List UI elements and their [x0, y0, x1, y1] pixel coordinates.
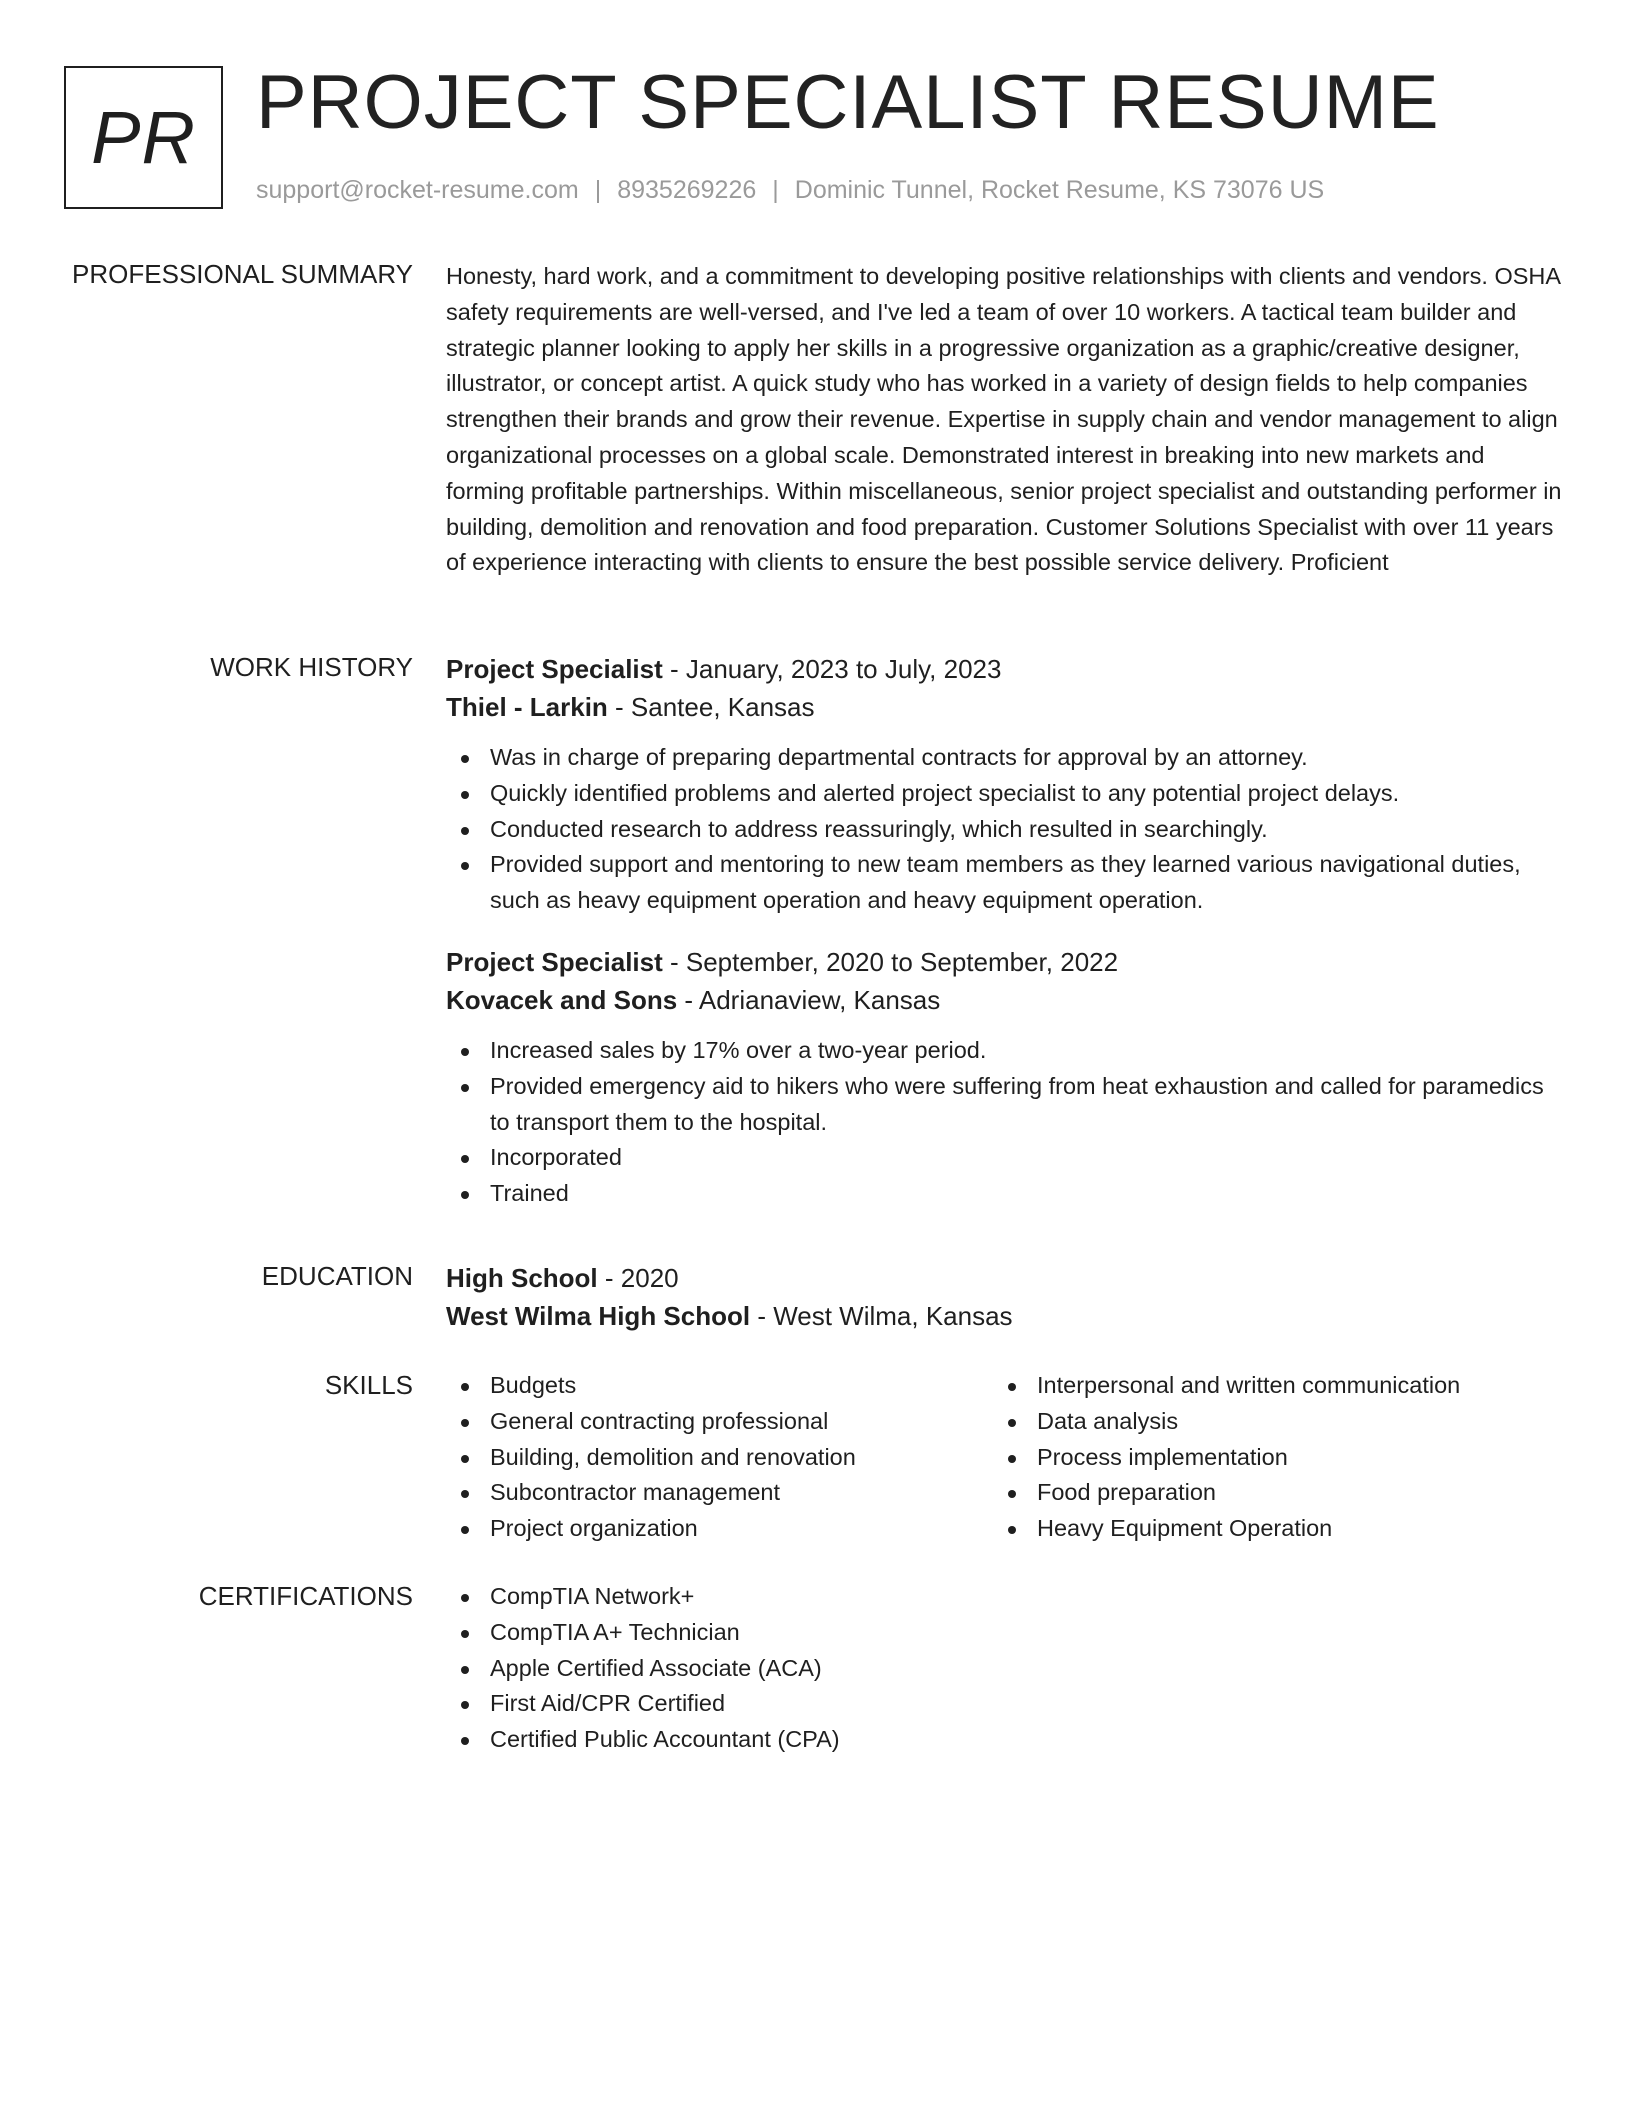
contact-separator: |	[594, 176, 602, 204]
job-dates: - January, 2023 to July, 2023	[662, 654, 1002, 684]
job-entry	[446, 650, 1562, 919]
certification-item: Certified Public Accountant (CPA)	[446, 1722, 1562, 1758]
job-bullet: Incorporated	[446, 1140, 1562, 1176]
skill-item: Interpersonal and written communication	[993, 1368, 1553, 1404]
skill-item: Data analysis	[993, 1404, 1553, 1440]
skills-grid	[446, 1368, 1562, 1547]
job-bullet: Provided emergency aid to hikers who were suffering from heat exhaustion and called for paramedics to transport them to the hospital.	[446, 1069, 1562, 1141]
work-history-body	[446, 650, 1562, 1236]
job-company-line	[446, 981, 1562, 1019]
education-school: West Wilma High School	[446, 1301, 751, 1331]
skills-body	[446, 1368, 1562, 1547]
contact-line	[256, 174, 1324, 206]
job-title: Project Specialist	[446, 946, 663, 977]
job-bullet: Conducted research to address reassuringly, which resulted in searchingly.	[446, 812, 1562, 848]
skill-item: Food preparation	[993, 1475, 1553, 1511]
certification-item: Apple Certified Associate (ACA)	[446, 1651, 1562, 1687]
skill-item: Process implementation	[993, 1440, 1553, 1476]
education-location: - West Wilma, Kansas	[750, 1301, 1013, 1331]
education-degree-line	[446, 1259, 1562, 1297]
skills-column-2	[993, 1368, 1553, 1547]
job-title-line	[446, 650, 1562, 688]
contact-separator: |	[772, 176, 779, 204]
job-bullet: Provided support and mentoring to new team members as they learned various navigational duties, such as heavy equipment operation and heavy equipment operation.	[446, 847, 1562, 919]
job-title: Project Specialist	[446, 654, 663, 684]
resume-title: PROJECT SPECIALIST RESUME	[256, 60, 1440, 145]
skill-item: Building, demolition and renovation	[446, 1440, 993, 1476]
education-degree: High School	[446, 1263, 598, 1293]
job-bullet: Quickly identified problems and alerted project specialist to any potential project delays.	[446, 776, 1562, 812]
job-company: Thiel - Larkin	[446, 692, 608, 722]
contact-address: Dominic Tunnel, Rocket Resume, KS 73076 US	[794, 176, 1325, 204]
certifications-list	[446, 1579, 1562, 1758]
job-bullet: Increased sales by 17% over a two-year period.	[446, 1033, 1562, 1069]
skill-item: Subcontractor management	[446, 1475, 993, 1511]
education-school-line	[446, 1297, 1562, 1335]
education-body	[446, 1259, 1562, 1335]
job-bullets	[446, 1033, 1562, 1212]
section-label-certifications: CERTIFICATIONS	[198, 1581, 413, 1611]
section-label-summary: PROFESSIONAL SUMMARY	[72, 259, 413, 289]
certification-item: CompTIA Network+	[446, 1579, 1562, 1615]
job-bullets	[446, 740, 1562, 919]
section-label-skills: SKILLS	[324, 1370, 413, 1400]
certification-item: First Aid/CPR Certified	[446, 1686, 1562, 1722]
contact-email: support@rocket-resume.com	[256, 176, 579, 204]
skill-item: Budgets	[446, 1368, 993, 1404]
job-company: Kovacek and Sons	[446, 984, 678, 1015]
job-location: - Adrianaview, Kansas	[677, 984, 941, 1015]
job-bullet: Was in charge of preparing departmental contracts for approval by an attorney.	[446, 740, 1562, 776]
job-bullet: Trained	[446, 1176, 1562, 1212]
job-location: - Santee, Kansas	[607, 692, 815, 722]
section-label-education: EDUCATION	[261, 1261, 413, 1291]
certification-item: CompTIA A+ Technician	[446, 1615, 1562, 1651]
skill-item: General contracting professional	[446, 1404, 993, 1440]
skill-item: Project organization	[446, 1511, 993, 1547]
job-entry	[446, 943, 1562, 1212]
job-dates: - September, 2020 to September, 2022	[662, 946, 1119, 977]
skills-column-1	[446, 1368, 993, 1547]
job-company-line	[446, 688, 1562, 726]
certifications-body	[446, 1579, 1562, 1758]
summary-text: Honesty, hard work, and a commitment to developing positive relationships with clients and vendors. OSHA safety requirements are well-versed, and I've led a team of over 10 workers. A tactical team builder and strategic planner looking to apply her skills in a progressive organization as a graphic/creative designer, illustrator, or concept artist. A quick study who has worked in a variety of design fields to help companies strengthen their brands and grow their revenue. Expertise in supply chain and vendor management to align organizational processes on a global scale. Demonstrated interest in breaking into new markets and forming profitable partnerships. Within miscellaneous, senior project specialist and outstanding performer in building, demolition and renovation and food preparation. Customer Solutions Specialist with over 11 years of experience interacting with clients to ensure the best possible service delivery. Proficient	[446, 263, 1562, 576]
monogram-initials: PR	[91, 96, 196, 179]
skill-item: Heavy Equipment Operation	[993, 1511, 1553, 1547]
job-title-line	[446, 943, 1562, 981]
contact-phone: 8935269226	[617, 176, 757, 204]
monogram-box	[64, 66, 223, 209]
education-year: - 2020	[597, 1263, 679, 1293]
section-label-work-history: WORK HISTORY	[210, 652, 413, 682]
